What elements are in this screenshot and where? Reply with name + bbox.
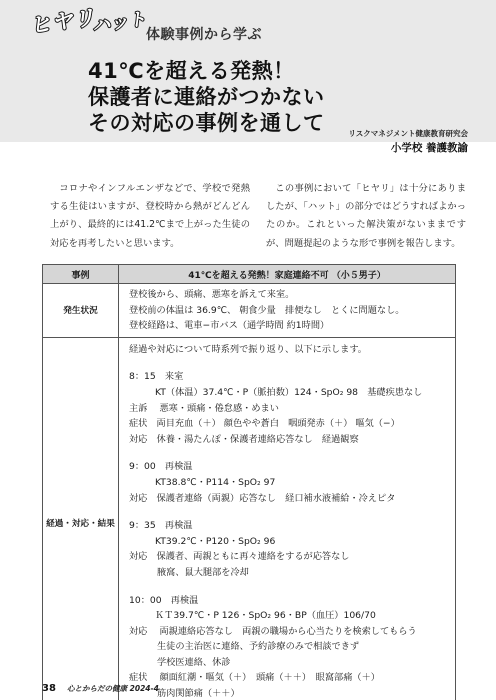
timeline-line: 対応 保護者連絡（両親）応答なし 経口補水液補給・冷えピタ — [129, 492, 396, 504]
author-organization: リスクマネジメント健康教育研究会 — [348, 129, 468, 138]
timeline-line: 対応 保護者、両親ともに再々連絡をするが応答なし — [129, 551, 350, 563]
timeline-line: KT（体温）37.4℃・P（脈拍数）124・SpO₂ 98 基礎疾患なし — [155, 386, 423, 398]
timeline-line: 腋窩、鼠大腿部を冷却 — [157, 566, 249, 578]
time-block-0900 — [129, 459, 447, 506]
process-content — [119, 337, 456, 700]
page-number: 38 — [42, 683, 56, 694]
article-title — [88, 58, 325, 136]
intro-right-column — [266, 180, 466, 253]
time-block-0815 — [129, 369, 447, 447]
timeline-line: 対応 両親連絡応答なし 両親の職場から心当たりを検索してもらう — [129, 625, 417, 637]
intro-left-column — [50, 180, 250, 253]
timeline-line: 症状 顔面紅潮・嘔気（＋） 頭痛（＋＋） 眼窩部痛（＋） — [129, 672, 380, 684]
table-header-title: 41℃を超える発熱！家庭連絡不可 （小５男子） — [119, 265, 456, 284]
case-table — [42, 264, 456, 700]
status-label: 発生状況 — [43, 284, 119, 338]
timeline-line: 9：35 再検温 — [129, 520, 193, 532]
timeline-line: 10：00 再検温 — [129, 594, 199, 606]
author-role: 小学校 養護教諭 — [390, 142, 468, 154]
time-block-0935 — [129, 518, 447, 580]
magazine-name: 心とからだの健康 2024-4 — [67, 684, 159, 693]
timeline-line: 9：00 再検温 — [129, 461, 193, 473]
timeline-line: 主訴 悪寒・頭痛・倦怠感・めまい — [129, 402, 279, 414]
page-footer — [42, 676, 159, 695]
status-line: 登校経路は、電車−市バス（通学時間 約1時間） — [129, 320, 330, 332]
table-header-case: 事例 — [43, 265, 119, 284]
timeline-line: KT38.8℃・P114・SpO₂ 97 — [155, 476, 276, 488]
timeline-line: ＫＴ39.7℃・P 126・SpO₂ 96・BP（血圧）106/70 — [155, 610, 376, 622]
title-line-2: 保護者に連絡がつかない — [88, 85, 325, 109]
timeline-line: 生徒の主治医に連絡、予約診療のみで相談できず — [157, 641, 360, 653]
timeline-line: 症状 両目充血（＋） 顔色やや蒼白 咽頭発赤（＋） 嘔気（−） — [129, 418, 400, 430]
title-line-1: 41℃を超える発熱！ — [88, 59, 295, 83]
series-hiyari-logo: ヒヤリ — [28, 5, 98, 39]
timeline-line: KT39.2℃・P120・SpO₂ 96 — [155, 535, 276, 547]
timeline-line: 筋肉関節痛（＋＋） — [157, 688, 240, 700]
process-label: 経過・対応・結果 — [43, 337, 119, 700]
intro-right-text: この事例において「ヒヤリ」は十分にありましたが、「ハット」の部分ではどうすればよかったのか。これといった解決策がないままですが、問題提起のような形で事例を報告します。 — [266, 183, 466, 249]
series-hatto-logo: ハット — [90, 8, 148, 38]
time-block-1000 — [129, 593, 447, 700]
timeline-line: 8：15 来室 — [129, 371, 184, 383]
series-subtitle: 体験事例から学ぶ — [146, 27, 262, 43]
series-logo — [26, 5, 266, 44]
status-content — [119, 284, 456, 338]
intro-left-text: コロナやインフルエンザなどで、学校で発熱する生徒はいますが、登校時から熱がどんどん上がり、最終的には41.2℃まで上がった生徒の対応を再考したいと思います。 — [50, 183, 250, 249]
process-intro: 経過や対応について時系列で振り返り、以下に示します。 — [129, 343, 367, 355]
table-row-status — [43, 284, 456, 338]
status-line: 登校後から、頭痛、悪寒を訴えて来室。 — [129, 289, 295, 300]
status-line: 登校前の体温は 36.9℃、 朝食少量 排便なし とくに問題なし。 — [129, 304, 405, 316]
timeline-line: 対応 休養・湯たんぽ・保護者連絡応答なし 経過観察 — [129, 433, 359, 445]
table-row-process — [43, 337, 456, 700]
table-header-row — [43, 265, 456, 284]
timeline-line: 学校医連絡、休診 — [157, 656, 231, 668]
title-line-3: その対応の事例を通して — [88, 111, 325, 135]
